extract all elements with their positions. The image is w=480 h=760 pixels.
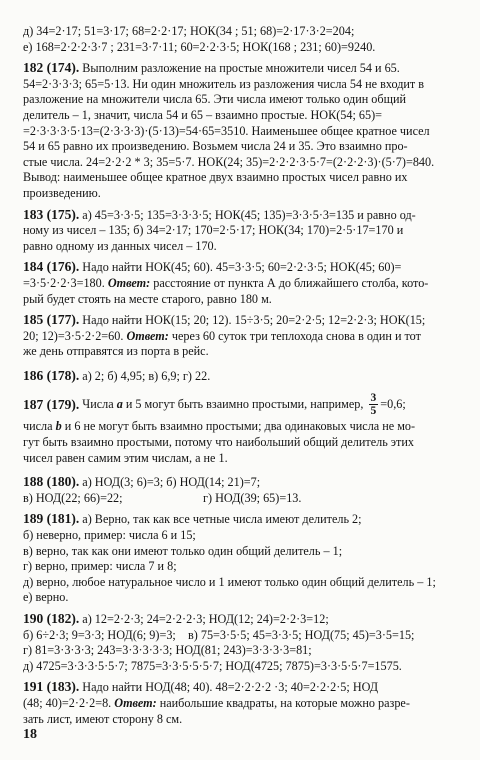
- answer-line: в) верно, так как они имеют только один общий делитель – 1;: [23, 543, 343, 558]
- problem-184: [23, 259, 465, 307]
- fraction: [369, 392, 379, 417]
- problem-182: [23, 60, 465, 201]
- problem-text: и 6 не могут быть взаимно простыми; два одинаковых числа не мо-: [61, 419, 416, 434]
- problem-text: =0,6;: [380, 396, 406, 411]
- problem-text: числа: [23, 419, 56, 434]
- problem-number: 182 (174).: [23, 60, 80, 76]
- problem-line: разложение на множители числа 65. Эти числа имеют только один общий: [23, 92, 407, 107]
- answer-line: б) 6÷2·3; 9=3·3; НОД(6; 9)=3; в) 75=3·5·5; 45=3·3·5; НОД(75; 45)=3·5=15;: [23, 627, 415, 642]
- problem-line: ному из чисел – 135; б) 34=2·17; 170=2·5·17; НОК(34; 170)=2·5·17=170 и: [23, 223, 404, 238]
- problem-text: а) 12=2·2·3; 24=2·2·2·3; НОД(12; 24)=2·2·3=12;: [79, 612, 329, 626]
- problem-text: а) Верно, так как все четные числа имеют делитель 2;: [79, 512, 362, 527]
- problem-191: [23, 679, 465, 727]
- answer-line: г) верно, пример: числа 7 и 8;: [23, 559, 177, 574]
- answer-label: Ответ:: [107, 275, 151, 290]
- answer-text: рый будет стоять на месте старого, равно 180 м.: [23, 291, 272, 306]
- problem-line: 54 и 65 равно их произведению. Возьмем числа 24 и 35. Это взаимно про-: [23, 139, 408, 154]
- problem-line: чисел равен самим этим числам, а не 1.: [23, 450, 228, 465]
- problem-187: [23, 389, 465, 466]
- answer-label: Ответ:: [126, 328, 169, 343]
- problem-186: [23, 368, 465, 385]
- answer-text: через 60 суток три теплохода снова в один и тот: [168, 328, 421, 343]
- problem-number: 185 (177).: [23, 312, 80, 328]
- problem-number: 190 (182).: [23, 611, 80, 626]
- problem-number: 183 (175).: [23, 206, 80, 222]
- answer-v: в) НОД(22; 66)=22;: [23, 490, 123, 505]
- problem-text: 20; 12)=3·5·2·2=60.: [23, 328, 127, 343]
- problem-183: [23, 207, 465, 255]
- answer-line: д) 4725=3·3·3·5·5·7; 7875=3·3·5·5·5·7; НОД(4725; 7875)=3·3·5·5·7=1575.: [23, 658, 402, 673]
- answer-text: наибольшие квадраты, на которые можно разре-: [156, 695, 410, 710]
- problem-text: Надо найти НОК(45; 60). 45=3·3·5; 60=2·2·3·5; НОК(45; 60)=: [79, 260, 402, 275]
- text-column: [23, 24, 465, 727]
- problem-line: произведению.: [23, 185, 101, 200]
- fraction-denominator: 5: [370, 404, 377, 417]
- line-answer-e: е) 168=2·2·2·3·7 ; 231=3·7·11; 60=2·2·3·5; НОК(168 ; 231; 60)=9240.: [23, 39, 376, 54]
- problem-text: (48; 40)=2·2·2=8.: [23, 695, 115, 710]
- problem-text: и 5 могут быть взаимно простыми, например,: [122, 396, 367, 411]
- problem-text: а) 2; б) 4,95; в) 6,9; г) 22.: [79, 368, 211, 383]
- problem-line: =2·3·3·3·5·13=(2·3·3·3)·(5·13)=54·65=3510. Наименьшее общее кратное чисел: [23, 123, 430, 138]
- problem-number: 189 (181).: [23, 511, 80, 527]
- answer-g: г) НОД(39; 65)=13.: [203, 490, 302, 505]
- problem-text: =3·5·2·2·3=180.: [23, 275, 108, 290]
- answer-text: расстояние от пункта А до ближайшего столба, кото-: [150, 275, 429, 290]
- problem-text: Надо найти НОД(48; 40). 48=2·2·2·2 ·3; 40=2·2·2·5; НОД: [79, 680, 379, 695]
- problem-line: делитель – 1, значит, числа 54 и 65 – взаимно простые. НОК(54; 65)=: [23, 107, 383, 122]
- problem-number: 186 (178).: [23, 367, 80, 383]
- problem-text: Выполним разложение на простые множители чисел 54 и 65.: [79, 61, 400, 76]
- answer-line: е) верно.: [23, 590, 69, 605]
- problem-189: [23, 511, 465, 606]
- problem-line: стые числа. 24=2·2·2 * 3; 35=5·7. НОК(24; 35)=2·2·2·3·5·7=(2·2·2·3)·(5·7)=840.: [23, 154, 435, 169]
- problem-line: гут быть взаимно простыми, потому что наибольший общий делитель этих: [23, 435, 414, 450]
- answer-text: зать лист, имеют сторону 8 см.: [23, 711, 183, 726]
- problem-188: [23, 474, 465, 506]
- problem-text: а) 45=3·3·5; 135=3·3·3·5; НОК(45; 135)=3·3·5·3=135 и равно од-: [79, 207, 416, 222]
- problem-number: 184 (176).: [23, 259, 80, 275]
- problem-190: [23, 611, 465, 674]
- variable-b: b: [55, 419, 62, 434]
- problem-number: 188 (180).: [23, 474, 80, 490]
- problem-text: Надо найти НОК(15; 20; 12). 15÷3·5; 20=2·2·5; 12=2·2·3; НОК(15;: [79, 313, 426, 328]
- answer-line: б) неверно, пример: числа 6 и 15;: [23, 528, 196, 543]
- problem-text: Числа: [79, 396, 117, 411]
- answer-line: г) 81=3·3·3·3; 243=3·3·3·3·3; НОД(81; 243)=3·3·3·3=81;: [23, 643, 312, 658]
- variable-a: а: [116, 396, 123, 411]
- problem-number: 191 (183).: [23, 679, 80, 695]
- answer-line: д) верно, любое натуральное число и 1 имеют только один общий делитель – 1;: [23, 574, 436, 589]
- answer-label: Ответ:: [114, 695, 157, 710]
- problem-line: 54=2·3·3·3; 65=5·13. Ни один множитель из разложения числа 54 не входит в: [23, 76, 425, 91]
- problem-number: 187 (179).: [23, 396, 80, 412]
- problem-line: Вывод: наименьшее общее кратное двух взаимно простых чисел равно их: [23, 170, 408, 185]
- answer-text: же день отправятся из порта в рейс.: [23, 344, 209, 359]
- page-number: 18: [23, 727, 37, 742]
- problem-line: равно одному из данных чисел – 170.: [23, 238, 217, 253]
- problem-text: а) НОД(3; 6)=3; б) НОД(14; 21)=7;: [79, 475, 261, 490]
- problem-185: [23, 312, 465, 360]
- fraction-numerator: 3: [370, 391, 377, 404]
- line-answer-d: д) 34=2·17; 51=3·17; 68=2·2·17; НОК(34 ; 51; 68)=2·17·3·2=204;: [23, 24, 355, 38]
